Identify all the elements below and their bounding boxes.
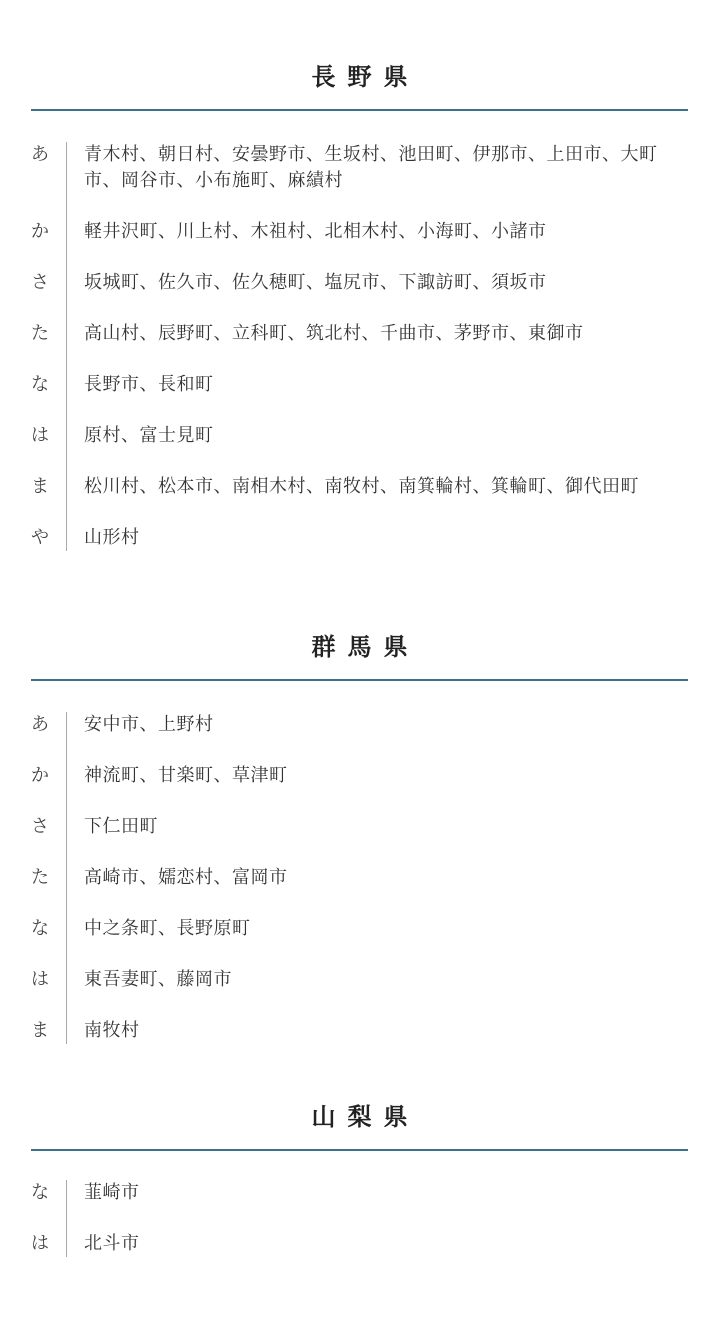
- kana-label: ま: [31, 476, 49, 497]
- kana-label: な: [31, 374, 49, 395]
- list-item: [31, 142, 688, 194]
- prefecture-title: 群馬県: [311, 633, 420, 661]
- kana-label: た: [31, 323, 49, 344]
- title-divider: [31, 109, 688, 111]
- list-item: [31, 270, 688, 296]
- title-divider: [31, 1149, 688, 1151]
- municipality-list: 東吾妻町、藤岡市: [84, 969, 232, 990]
- list-item: [31, 763, 688, 789]
- list-item: [31, 1231, 688, 1257]
- municipality-list: 韮崎市: [84, 1182, 140, 1203]
- list-item: [31, 1180, 688, 1206]
- kana-list: [31, 712, 688, 1044]
- kana-label: は: [31, 1233, 49, 1254]
- prefecture-title: 山梨県: [311, 1103, 420, 1131]
- municipality-list: 松川村、松本市、南相木村、南牧村、南箕輪村、箕輪町、御代田町: [84, 476, 639, 497]
- kana-label: な: [31, 1182, 49, 1203]
- kana-label: た: [31, 867, 49, 888]
- kana-label: さ: [31, 816, 49, 837]
- kana-label: な: [31, 918, 49, 939]
- kana-label: ま: [31, 1020, 49, 1041]
- kana-label: あ: [31, 144, 49, 165]
- municipality-list: 安中市、上野村: [84, 714, 214, 735]
- municipality-list: 山形村: [84, 527, 140, 548]
- section-gunma: [31, 630, 688, 1044]
- municipality-list: 下仁田町: [84, 816, 158, 837]
- kana-label: か: [31, 765, 49, 786]
- kana-label: さ: [31, 272, 49, 293]
- kana-label: は: [31, 969, 49, 990]
- municipality-list: 坂城町、佐久市、佐久穂町、塩尻市、下諏訪町、須坂市: [84, 272, 547, 293]
- municipality-list: 中之条町、長野原町: [84, 918, 251, 939]
- municipality-list: 神流町、甘楽町、草津町: [84, 765, 288, 786]
- municipality-list: 軽井沢町、川上村、木祖村、北相木村、小海町、小諸市: [84, 221, 547, 242]
- municipality-list: 南牧村: [84, 1020, 140, 1041]
- municipality-list: 北斗市: [84, 1233, 140, 1254]
- list-item: [31, 474, 688, 500]
- list-item: [31, 321, 688, 347]
- section-nagano: [31, 60, 688, 551]
- list-item: [31, 423, 688, 449]
- municipality-list: 長野市、長和町: [84, 374, 214, 395]
- list-item: [31, 916, 688, 942]
- list-item: [31, 967, 688, 993]
- list-item: [31, 219, 688, 245]
- kana-list: [31, 142, 688, 551]
- list-item: [31, 372, 688, 398]
- list-item: [31, 712, 688, 738]
- list-item: [31, 865, 688, 891]
- list-item: [31, 814, 688, 840]
- title-divider: [31, 679, 688, 681]
- list-item: [31, 525, 688, 551]
- municipality-list: 高崎市、嬬恋村、富岡市: [84, 867, 288, 888]
- list-item: [31, 1018, 688, 1044]
- section-yamanashi: [31, 1100, 688, 1257]
- municipality-list: 青木村、朝日村、安曇野市、生坂村、池田町、伊那市、上田市、大町市、岡谷市、小布施町、麻績村: [84, 144, 658, 191]
- municipality-list: 高山村、辰野町、立科町、筑北村、千曲市、茅野市、東御市: [84, 323, 584, 344]
- municipality-list: 原村、富士見町: [84, 425, 214, 446]
- prefecture-title: 長野県: [311, 63, 420, 91]
- kana-label: か: [31, 221, 49, 242]
- kana-label: や: [31, 527, 49, 548]
- kana-label: は: [31, 425, 49, 446]
- kana-list: [31, 1180, 688, 1257]
- kana-label: あ: [31, 714, 49, 735]
